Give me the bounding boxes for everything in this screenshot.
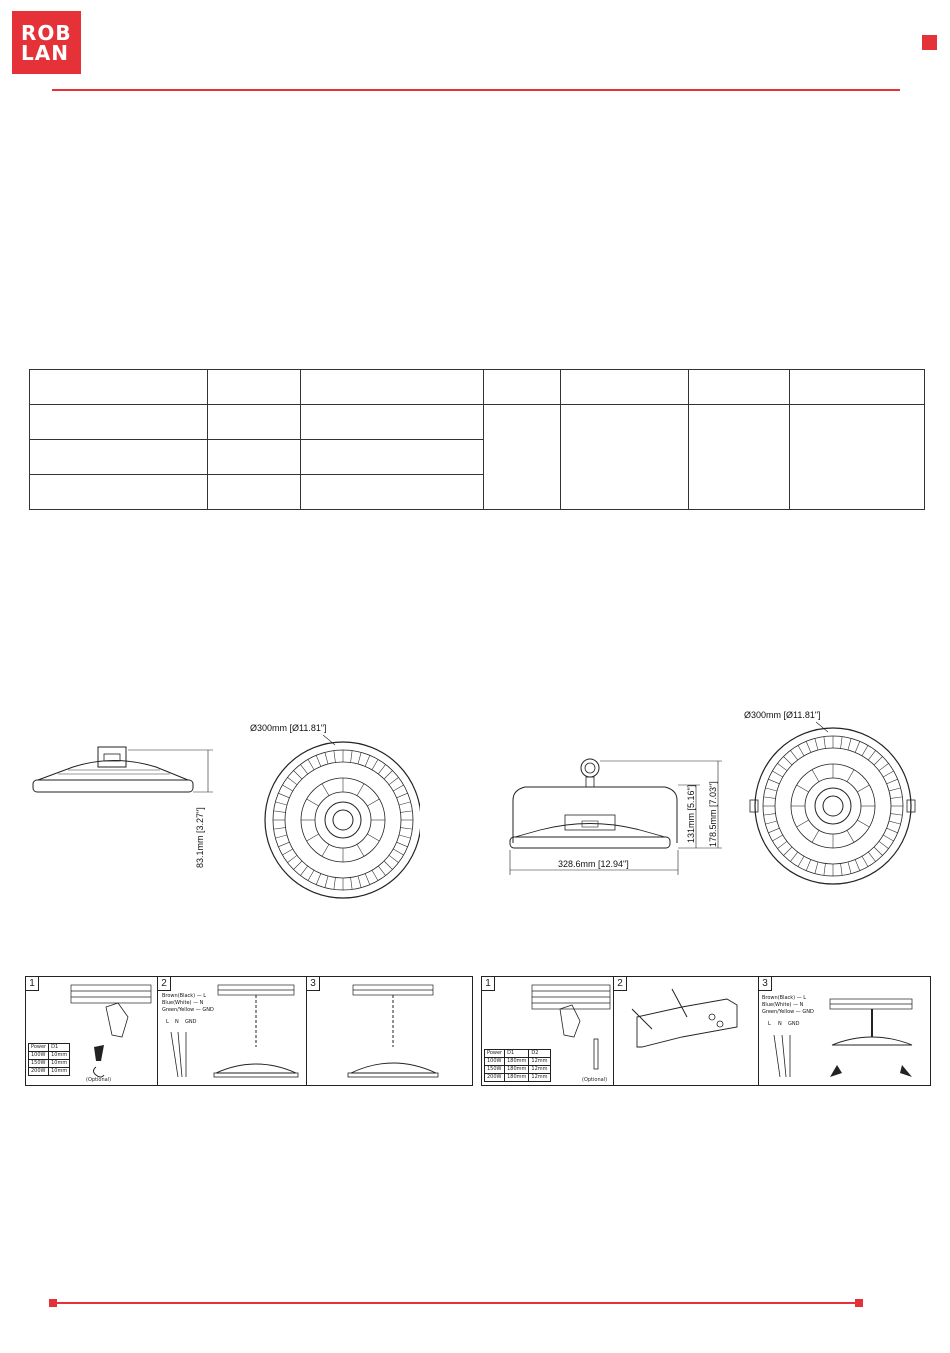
- table-cell: [30, 475, 208, 510]
- install-panel-a: [25, 976, 473, 1086]
- footer-rule: [52, 1302, 860, 1304]
- step-number: 3: [759, 977, 772, 991]
- table-cell: [484, 405, 561, 510]
- terminal-label: N: [175, 1019, 179, 1025]
- power-table-b: [484, 1049, 551, 1082]
- table-cell: [30, 370, 208, 405]
- table-header: Power: [485, 1050, 505, 1058]
- table-row: [485, 1050, 551, 1058]
- footer-rule-start-marker: [49, 1299, 57, 1307]
- table-header: D2: [529, 1050, 550, 1058]
- lamp-icon: [351, 1063, 436, 1073]
- wiring-line: Green/Yellow — GND: [762, 1009, 814, 1015]
- terminal-label: L: [768, 1021, 771, 1027]
- arrow-icon: [830, 1065, 842, 1077]
- table-cell: [689, 370, 790, 405]
- table-cell: [300, 440, 484, 475]
- table-cell: [207, 440, 300, 475]
- top-view-drawing-a: [245, 717, 420, 902]
- table-header: D1: [505, 1050, 529, 1058]
- anchor-bolt-icon: [594, 1039, 598, 1069]
- terminal-label: GND: [185, 1019, 197, 1025]
- table-cell: [484, 370, 561, 405]
- table-row: [29, 1060, 70, 1068]
- header-rule: [52, 89, 900, 91]
- hook-icon: [94, 1067, 105, 1077]
- table-row: [29, 1052, 70, 1060]
- table-row: [485, 1058, 551, 1066]
- table-cell: [207, 405, 300, 440]
- height-b1-label: 131mm [5.16"]: [686, 784, 696, 843]
- arrow-icon: [900, 1065, 912, 1077]
- logo-line-2: LAN: [21, 40, 69, 65]
- footer-rule-end-marker: [855, 1299, 863, 1307]
- table-cell: [30, 405, 208, 440]
- side-view-drawing: [28, 740, 218, 870]
- table-cell: 200W: [29, 1068, 49, 1076]
- height-b2-label: 178.5mm [7.03"]: [708, 781, 718, 847]
- step-number: 1: [482, 977, 495, 991]
- top-view-drawing-b: [740, 704, 925, 894]
- corner-marker: [922, 35, 937, 50]
- wiring-line: Blue(White) — N: [162, 1000, 204, 1006]
- logo-line-1: ROB: [21, 20, 72, 45]
- table-row: [485, 1074, 551, 1082]
- bracket-side-view-drawing: [500, 755, 725, 885]
- table-cell: 200W: [485, 1074, 505, 1082]
- wiring-line: Brown(Black) — L: [162, 993, 207, 999]
- brand-logo: [12, 11, 81, 74]
- table-cell: [207, 370, 300, 405]
- table-cell: [561, 405, 689, 510]
- table-cell: [300, 475, 484, 510]
- table-cell: 100W: [29, 1052, 49, 1060]
- terminal-label: N: [778, 1021, 782, 1027]
- step-number: 1: [26, 977, 39, 991]
- table-row: [30, 405, 925, 440]
- diameter-b-label: Ø300mm [Ø11.81"]: [744, 710, 821, 720]
- terminal-label: GND: [788, 1021, 800, 1027]
- width-b-label: 328.6mm [12.94"]: [558, 859, 629, 869]
- height-a-label: 83.1mm [3.27"]: [195, 807, 205, 868]
- table-cell: 12mm: [529, 1074, 550, 1082]
- table-cell: 10mm: [49, 1060, 70, 1068]
- table-cell: 180mm: [505, 1074, 529, 1082]
- spec-table: [29, 369, 925, 510]
- table-row: [30, 370, 925, 405]
- table-cell: 100W: [485, 1058, 505, 1066]
- wiring-line: Brown(Black) — L: [762, 995, 807, 1001]
- table-cell: 10mm: [49, 1068, 70, 1076]
- terminal-label: L: [166, 1019, 169, 1025]
- lamp-icon: [832, 1037, 912, 1045]
- diameter-a-label: Ø300mm [Ø11.81"]: [250, 723, 327, 733]
- table-cell: [300, 370, 484, 405]
- drill-icon: [106, 1003, 128, 1037]
- table-cell: [207, 475, 300, 510]
- install-a-illustrations: [26, 977, 472, 1085]
- table-cell: 180mm: [505, 1066, 529, 1074]
- optional-note: (Optional): [86, 1077, 112, 1083]
- wiring-line: Blue(White) — N: [762, 1002, 804, 1008]
- table-cell: [300, 405, 484, 440]
- table-cell: 10mm: [49, 1052, 70, 1060]
- power-table-a: [28, 1043, 70, 1076]
- table-cell: [689, 405, 790, 510]
- step-number: 2: [158, 977, 171, 991]
- install-panel-b: [481, 976, 931, 1086]
- table-row: [29, 1068, 70, 1076]
- down-arrow-icon: [94, 1045, 104, 1061]
- optional-note: (Optional): [582, 1077, 608, 1083]
- table-cell: 12mm: [529, 1058, 550, 1066]
- table-cell: [30, 440, 208, 475]
- table-cell: [561, 370, 689, 405]
- table-cell: 12mm: [529, 1066, 550, 1074]
- table-cell: [790, 370, 925, 405]
- table-row: [29, 1044, 70, 1052]
- wiring-line: Green/Yellow — GND: [162, 1007, 214, 1013]
- lamp-icon: [216, 1064, 296, 1073]
- step-number: 2: [614, 977, 627, 991]
- table-cell: [790, 405, 925, 510]
- bracket-icon: [637, 999, 737, 1047]
- table-cell: 180mm: [505, 1058, 529, 1066]
- table-header: Power: [29, 1044, 49, 1052]
- table-cell: 150W: [29, 1060, 49, 1068]
- drill-icon: [560, 1005, 580, 1037]
- step-number: 3: [307, 977, 320, 991]
- table-header: D1: [49, 1044, 70, 1052]
- table-cell: 150W: [485, 1066, 505, 1074]
- table-row: [485, 1066, 551, 1074]
